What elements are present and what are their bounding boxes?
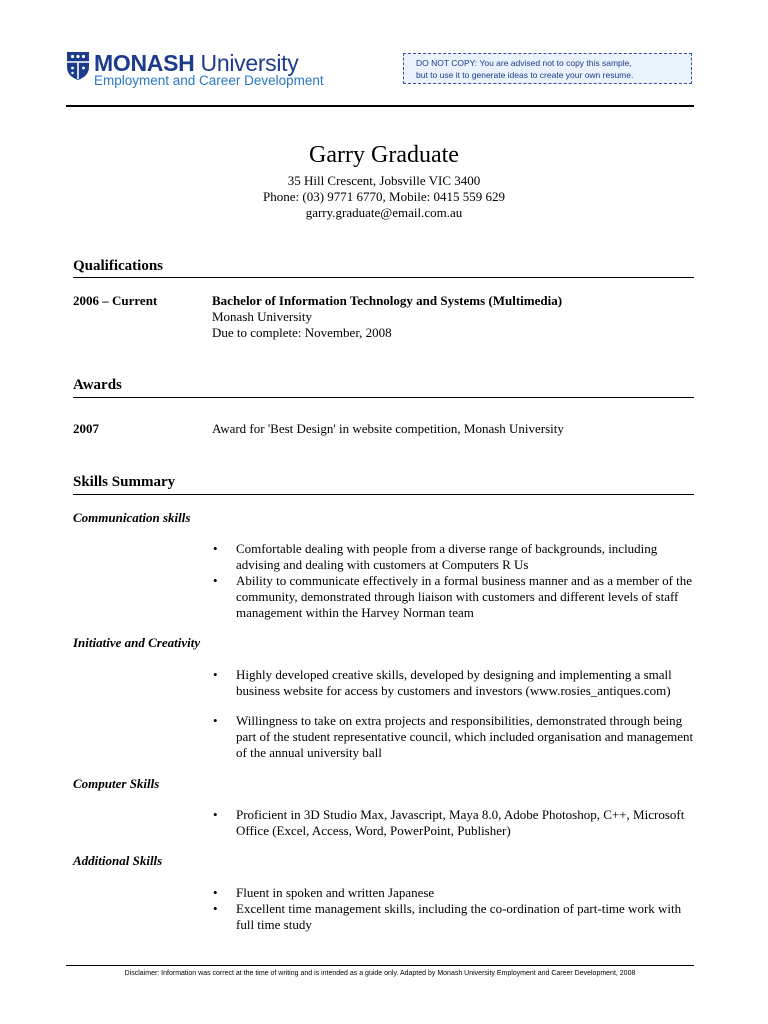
skill-item: Ability to communicate effectively in a formal business manner and as a member of the community, demonstrated through liaison with customers and different levels of staff management within the Harvey Norman team <box>236 573 693 620</box>
do-not-copy-notice <box>403 53 692 84</box>
address-line: 35 Hill Crescent, Jobsville VIC 3400 <box>287 173 481 188</box>
skill-item: Proficient in 3D Studio Max, Javascript, Maya 8.0, Adobe Photoshop, C++, Microsoft Office (Excel, Access, Word, PowerPoint, Publisher) <box>236 807 685 838</box>
skill-group-title: Additional Skills <box>73 853 163 868</box>
email-line: garry.graduate@email.com.au <box>305 205 463 220</box>
notice-line-2: but to use it to generate ideas to create your own resume. <box>416 70 634 80</box>
qualifications-divider <box>73 277 694 278</box>
crest-icon <box>66 51 90 81</box>
award-year: 2007 <box>73 421 99 436</box>
skill-group-title: Computer Skills <box>73 776 160 791</box>
bullet-icon: • <box>213 807 218 822</box>
qualification-completion: Due to complete: November, 2008 <box>212 325 392 340</box>
phone-line: Phone: (03) 9771 6770, Mobile: 0415 559 629 <box>263 189 505 204</box>
bullet-icon: • <box>213 885 218 900</box>
footer-disclaimer: Disclaimer: Information was correct at the time of writing and is intended as a guide only. Adapted by Monash University Employment and Career Development, 2008 <box>124 970 636 977</box>
logo-bold-word: MONASH <box>94 50 195 76</box>
skill-item: Highly developed creative skills, developed by designing and implementing a small business website for access by customers and investors (www.rosies_antiques.com) <box>236 667 672 698</box>
skills-divider <box>73 494 694 495</box>
skill-item: Fluent in spoken and written Japanese <box>236 885 435 900</box>
bullet-icon: • <box>213 573 218 588</box>
logo-department: Employment and Career Development <box>94 73 324 88</box>
bullet-icon: • <box>213 541 218 556</box>
applicant-name: Garry Graduate <box>309 142 459 168</box>
footer-divider <box>66 965 694 966</box>
university-logo <box>66 50 356 96</box>
skill-group-title: Communication skills <box>73 510 191 525</box>
header-divider <box>66 105 694 107</box>
awards-divider <box>73 397 694 398</box>
skills-heading: Skills Summary <box>73 474 176 490</box>
skill-item: Willingness to take on extra projects and responsibilities, demonstrated through being part of the student representative council, which included organisation and management of the annual university ball <box>236 713 694 760</box>
logo-rest-word: University <box>194 50 299 76</box>
bullet-icon: • <box>213 667 218 682</box>
qualification-institution: Monash University <box>212 309 313 324</box>
bullet-icon: • <box>213 713 218 728</box>
notice-line-1: DO NOT COPY: You are advised not to copy this sample, <box>416 58 632 68</box>
qualification-degree: Bachelor of Information Technology and Systems (Multimedia) <box>212 293 563 308</box>
skill-item: Excellent time management skills, including the co-ordination of part-time work with full time study <box>236 901 682 932</box>
award-description: Award for 'Best Design' in website competition, Monash University <box>212 421 564 436</box>
bullet-icon: • <box>213 901 218 916</box>
qualification-date: 2006 – Current <box>73 293 158 308</box>
skill-item: Comfortable dealing with people from a diverse range of backgrounds, including advising and dealing with customers at Computers R Us <box>236 541 658 572</box>
qualifications-heading: Qualifications <box>73 258 164 274</box>
skill-group-title: Initiative and Creativity <box>73 635 201 650</box>
awards-heading: Awards <box>73 377 122 393</box>
